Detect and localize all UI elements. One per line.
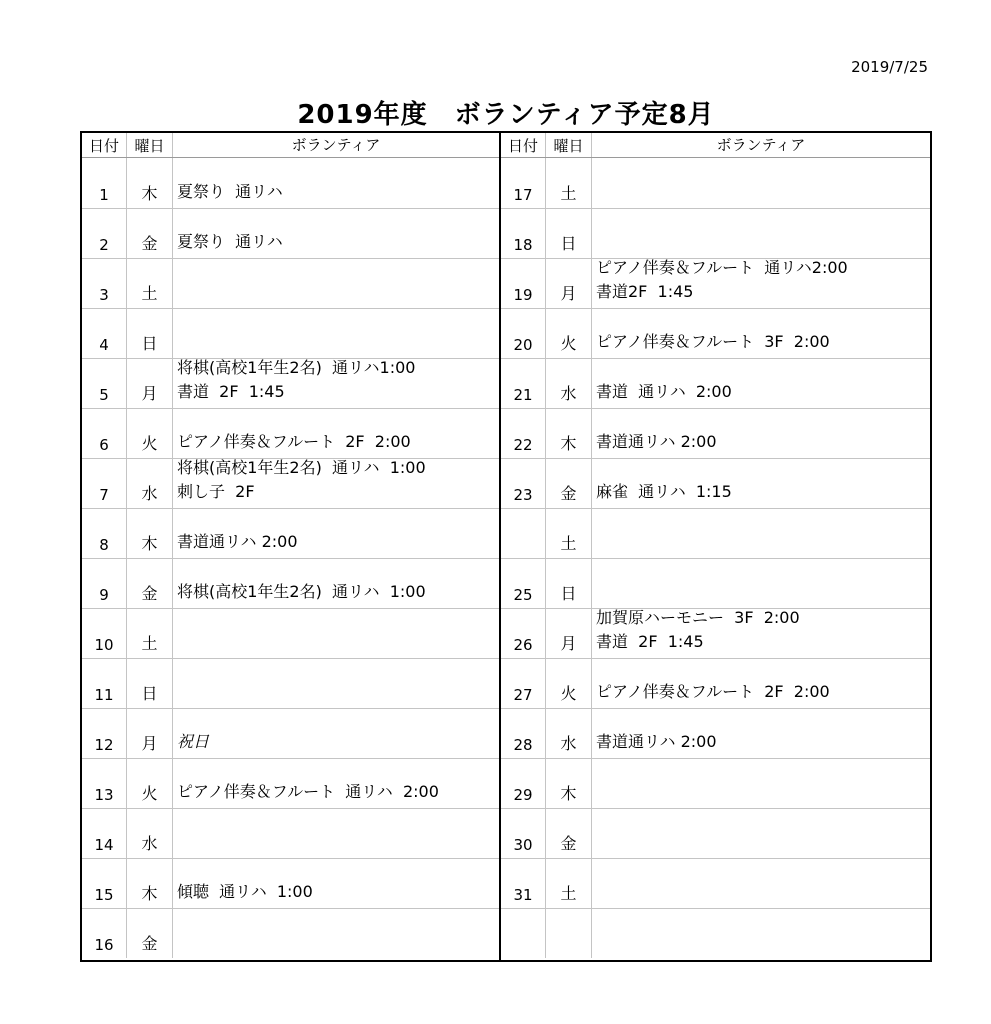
volunteer-entry: 書道通リハ 2:00	[177, 532, 298, 551]
schedule-row	[82, 458, 499, 509]
volunteer-cell	[173, 258, 499, 308]
day-cell: 9	[82, 558, 127, 608]
day-cell: 8	[82, 508, 127, 558]
day-cell: 18	[501, 208, 546, 258]
day-cell: 15	[82, 858, 127, 908]
volunteer-cell	[173, 208, 499, 258]
weekday-cell: 金	[546, 808, 592, 858]
volunteer-entry: ピアノ伴奏＆フルート 3F 2:00	[596, 332, 830, 351]
schedule-row	[82, 408, 499, 459]
header-volunteer: ボランティア	[291, 136, 381, 154]
header-weekday: 曜日	[127, 133, 173, 157]
weekday-cell: 木	[127, 508, 173, 558]
weekday-cell: 木	[127, 858, 173, 908]
weekday-cell: 水	[127, 458, 173, 508]
volunteer-cell	[173, 808, 499, 858]
day-cell: 31	[501, 858, 546, 908]
weekday-cell: 日	[127, 658, 173, 708]
day-cell: 30	[501, 808, 546, 858]
volunteer-cell	[173, 508, 499, 558]
weekday-cell: 金	[127, 208, 173, 258]
day-cell: 6	[82, 408, 127, 458]
volunteer-entry: 傾聴 通リハ 1:00	[177, 882, 313, 901]
day-cell: 11	[82, 658, 127, 708]
volunteer-cell	[592, 558, 930, 608]
schedule-right-half	[499, 133, 930, 960]
volunteer-cell	[173, 358, 499, 408]
weekday-cell: 土	[546, 158, 592, 208]
weekday-cell: 木	[546, 408, 592, 458]
weekday-cell: 水	[546, 708, 592, 758]
volunteer-cell	[173, 708, 499, 758]
day-cell: 21	[501, 358, 546, 408]
volunteer-entry: ピアノ伴奏＆フルート 通リハ2:00	[596, 258, 848, 277]
weekday-cell: 土	[127, 608, 173, 658]
weekday-cell: 木	[546, 758, 592, 808]
weekday-cell: 日	[546, 558, 592, 608]
day-cell: 20	[501, 308, 546, 358]
weekday-cell: 土	[127, 258, 173, 308]
day-cell: 1	[82, 158, 127, 208]
volunteer-cell	[173, 408, 499, 458]
page-title: 2019年度 ボランティア予定8月	[297, 100, 715, 130]
day-cell: 14	[82, 808, 127, 858]
header-row	[501, 133, 930, 158]
day-cell: 7	[82, 458, 127, 508]
schedule-row	[82, 258, 499, 309]
document-date: 2019/7/25	[851, 58, 928, 76]
schedule-row	[501, 808, 930, 859]
schedule-row	[82, 158, 499, 209]
volunteer-entry: 書道 2F 1:45	[596, 632, 704, 651]
volunteer-cell	[592, 458, 930, 508]
volunteer-cell	[592, 408, 930, 458]
schedule-row	[82, 508, 499, 559]
weekday-cell: 月	[546, 258, 592, 308]
weekday-cell: 日	[546, 208, 592, 258]
volunteer-entry: 書道 2F 1:45	[177, 382, 285, 401]
volunteer-entry: 刺し子 2F	[177, 482, 255, 501]
volunteer-cell	[592, 508, 930, 558]
header-row	[82, 133, 499, 158]
volunteer-entry: 麻雀 通リハ 1:15	[596, 482, 732, 501]
schedule-row	[82, 708, 499, 759]
schedule-left-half	[82, 133, 499, 960]
weekday-cell: 月	[546, 608, 592, 658]
weekday-cell: 水	[127, 808, 173, 858]
day-cell: 2	[82, 208, 127, 258]
empty-cell	[546, 908, 592, 958]
volunteer-cell	[592, 258, 930, 308]
schedule-row	[501, 458, 930, 509]
day-cell: 16	[82, 908, 127, 958]
volunteer-cell	[592, 658, 930, 708]
day-cell: 17	[501, 158, 546, 208]
header-weekday: 曜日	[546, 133, 592, 157]
schedule-row	[82, 608, 499, 659]
volunteer-entry: 書道2F 1:45	[596, 282, 694, 301]
weekday-cell: 水	[546, 358, 592, 408]
schedule-row	[501, 708, 930, 759]
schedule-row	[501, 658, 930, 709]
volunteer-cell	[592, 158, 930, 208]
schedule-row	[82, 658, 499, 709]
volunteer-entry: 将棋(高校1年生2名) 通リハ1:00	[177, 358, 416, 377]
weekday-cell: 月	[127, 358, 173, 408]
volunteer-cell	[592, 208, 930, 258]
weekday-cell: 日	[127, 308, 173, 358]
volunteer-cell	[592, 808, 930, 858]
volunteer-entry: ピアノ伴奏＆フルート 2F 2:00	[596, 682, 830, 701]
volunteer-cell	[592, 608, 930, 658]
schedule-row	[82, 358, 499, 409]
volunteer-cell	[173, 558, 499, 608]
schedule-row	[501, 408, 930, 459]
schedule-row	[501, 208, 930, 259]
day-cell: 10	[82, 608, 127, 658]
weekday-cell: 金	[127, 558, 173, 608]
schedule-row-empty	[501, 908, 930, 958]
volunteer-entry: 加賀原ハーモニー 3F 2:00	[596, 608, 800, 627]
weekday-cell: 火	[127, 758, 173, 808]
schedule-row	[501, 858, 930, 909]
volunteer-cell	[592, 358, 930, 408]
volunteer-cell	[173, 858, 499, 908]
volunteer-cell	[173, 158, 499, 208]
day-cell: 12	[82, 708, 127, 758]
schedule-row	[501, 158, 930, 209]
weekday-cell: 土	[546, 858, 592, 908]
empty-cell	[501, 908, 546, 958]
schedule-row	[82, 758, 499, 809]
day-cell: 23	[501, 458, 546, 508]
day-cell	[501, 508, 546, 558]
volunteer-cell	[592, 858, 930, 908]
volunteer-cell	[173, 308, 499, 358]
volunteer-entry: 書道通リハ 2:00	[596, 432, 717, 451]
volunteer-entry: 書道 通リハ 2:00	[596, 382, 732, 401]
schedule-row	[82, 858, 499, 909]
schedule-row	[82, 558, 499, 609]
schedule-row	[82, 908, 499, 958]
schedule-row	[82, 208, 499, 259]
day-cell: 26	[501, 608, 546, 658]
schedule-row	[82, 308, 499, 359]
empty-cell	[592, 908, 930, 958]
schedule-row	[501, 558, 930, 609]
volunteer-entry: 書道通リハ 2:00	[596, 732, 717, 751]
schedule-row	[501, 608, 930, 659]
weekday-cell: 木	[127, 158, 173, 208]
volunteer-entry: 将棋(高校1年生2名) 通リハ 1:00	[177, 458, 426, 477]
schedule-row	[501, 508, 930, 559]
volunteer-entry: 将棋(高校1年生2名) 通リハ 1:00	[177, 582, 426, 601]
schedule-row	[82, 808, 499, 859]
volunteer-cell	[173, 908, 499, 958]
day-cell: 3	[82, 258, 127, 308]
day-cell: 19	[501, 258, 546, 308]
header-day: 日付	[501, 133, 546, 157]
volunteer-cell	[592, 758, 930, 808]
volunteer-cell	[173, 658, 499, 708]
day-cell: 22	[501, 408, 546, 458]
day-cell: 4	[82, 308, 127, 358]
holiday-label: 祝日	[177, 732, 210, 751]
volunteer-cell	[173, 758, 499, 808]
volunteer-entry: 夏祭り 通リハ	[177, 182, 283, 201]
day-cell: 28	[501, 708, 546, 758]
volunteer-cell	[173, 608, 499, 658]
schedule-table	[80, 131, 932, 962]
schedule-row	[501, 308, 930, 359]
day-cell: 13	[82, 758, 127, 808]
volunteer-cell	[592, 708, 930, 758]
weekday-cell: 火	[127, 408, 173, 458]
volunteer-cell	[592, 308, 930, 358]
weekday-cell: 金	[127, 908, 173, 958]
schedule-row	[501, 258, 930, 309]
volunteer-entry: ピアノ伴奏＆フルート 2F 2:00	[177, 432, 411, 451]
weekday-cell: 火	[546, 308, 592, 358]
schedule-row	[501, 358, 930, 409]
volunteer-entry: ピアノ伴奏＆フルート 通リハ 2:00	[177, 782, 439, 801]
day-cell: 27	[501, 658, 546, 708]
header-volunteer: ボランティア	[716, 136, 806, 154]
weekday-cell: 土	[546, 508, 592, 558]
volunteer-entry: 夏祭り 通リハ	[177, 232, 283, 251]
weekday-cell: 火	[546, 658, 592, 708]
header-day: 日付	[82, 133, 127, 157]
schedule-row	[501, 758, 930, 809]
day-cell: 25	[501, 558, 546, 608]
day-cell: 29	[501, 758, 546, 808]
volunteer-cell	[173, 458, 499, 508]
weekday-cell: 月	[127, 708, 173, 758]
day-cell: 5	[82, 358, 127, 408]
weekday-cell: 金	[546, 458, 592, 508]
